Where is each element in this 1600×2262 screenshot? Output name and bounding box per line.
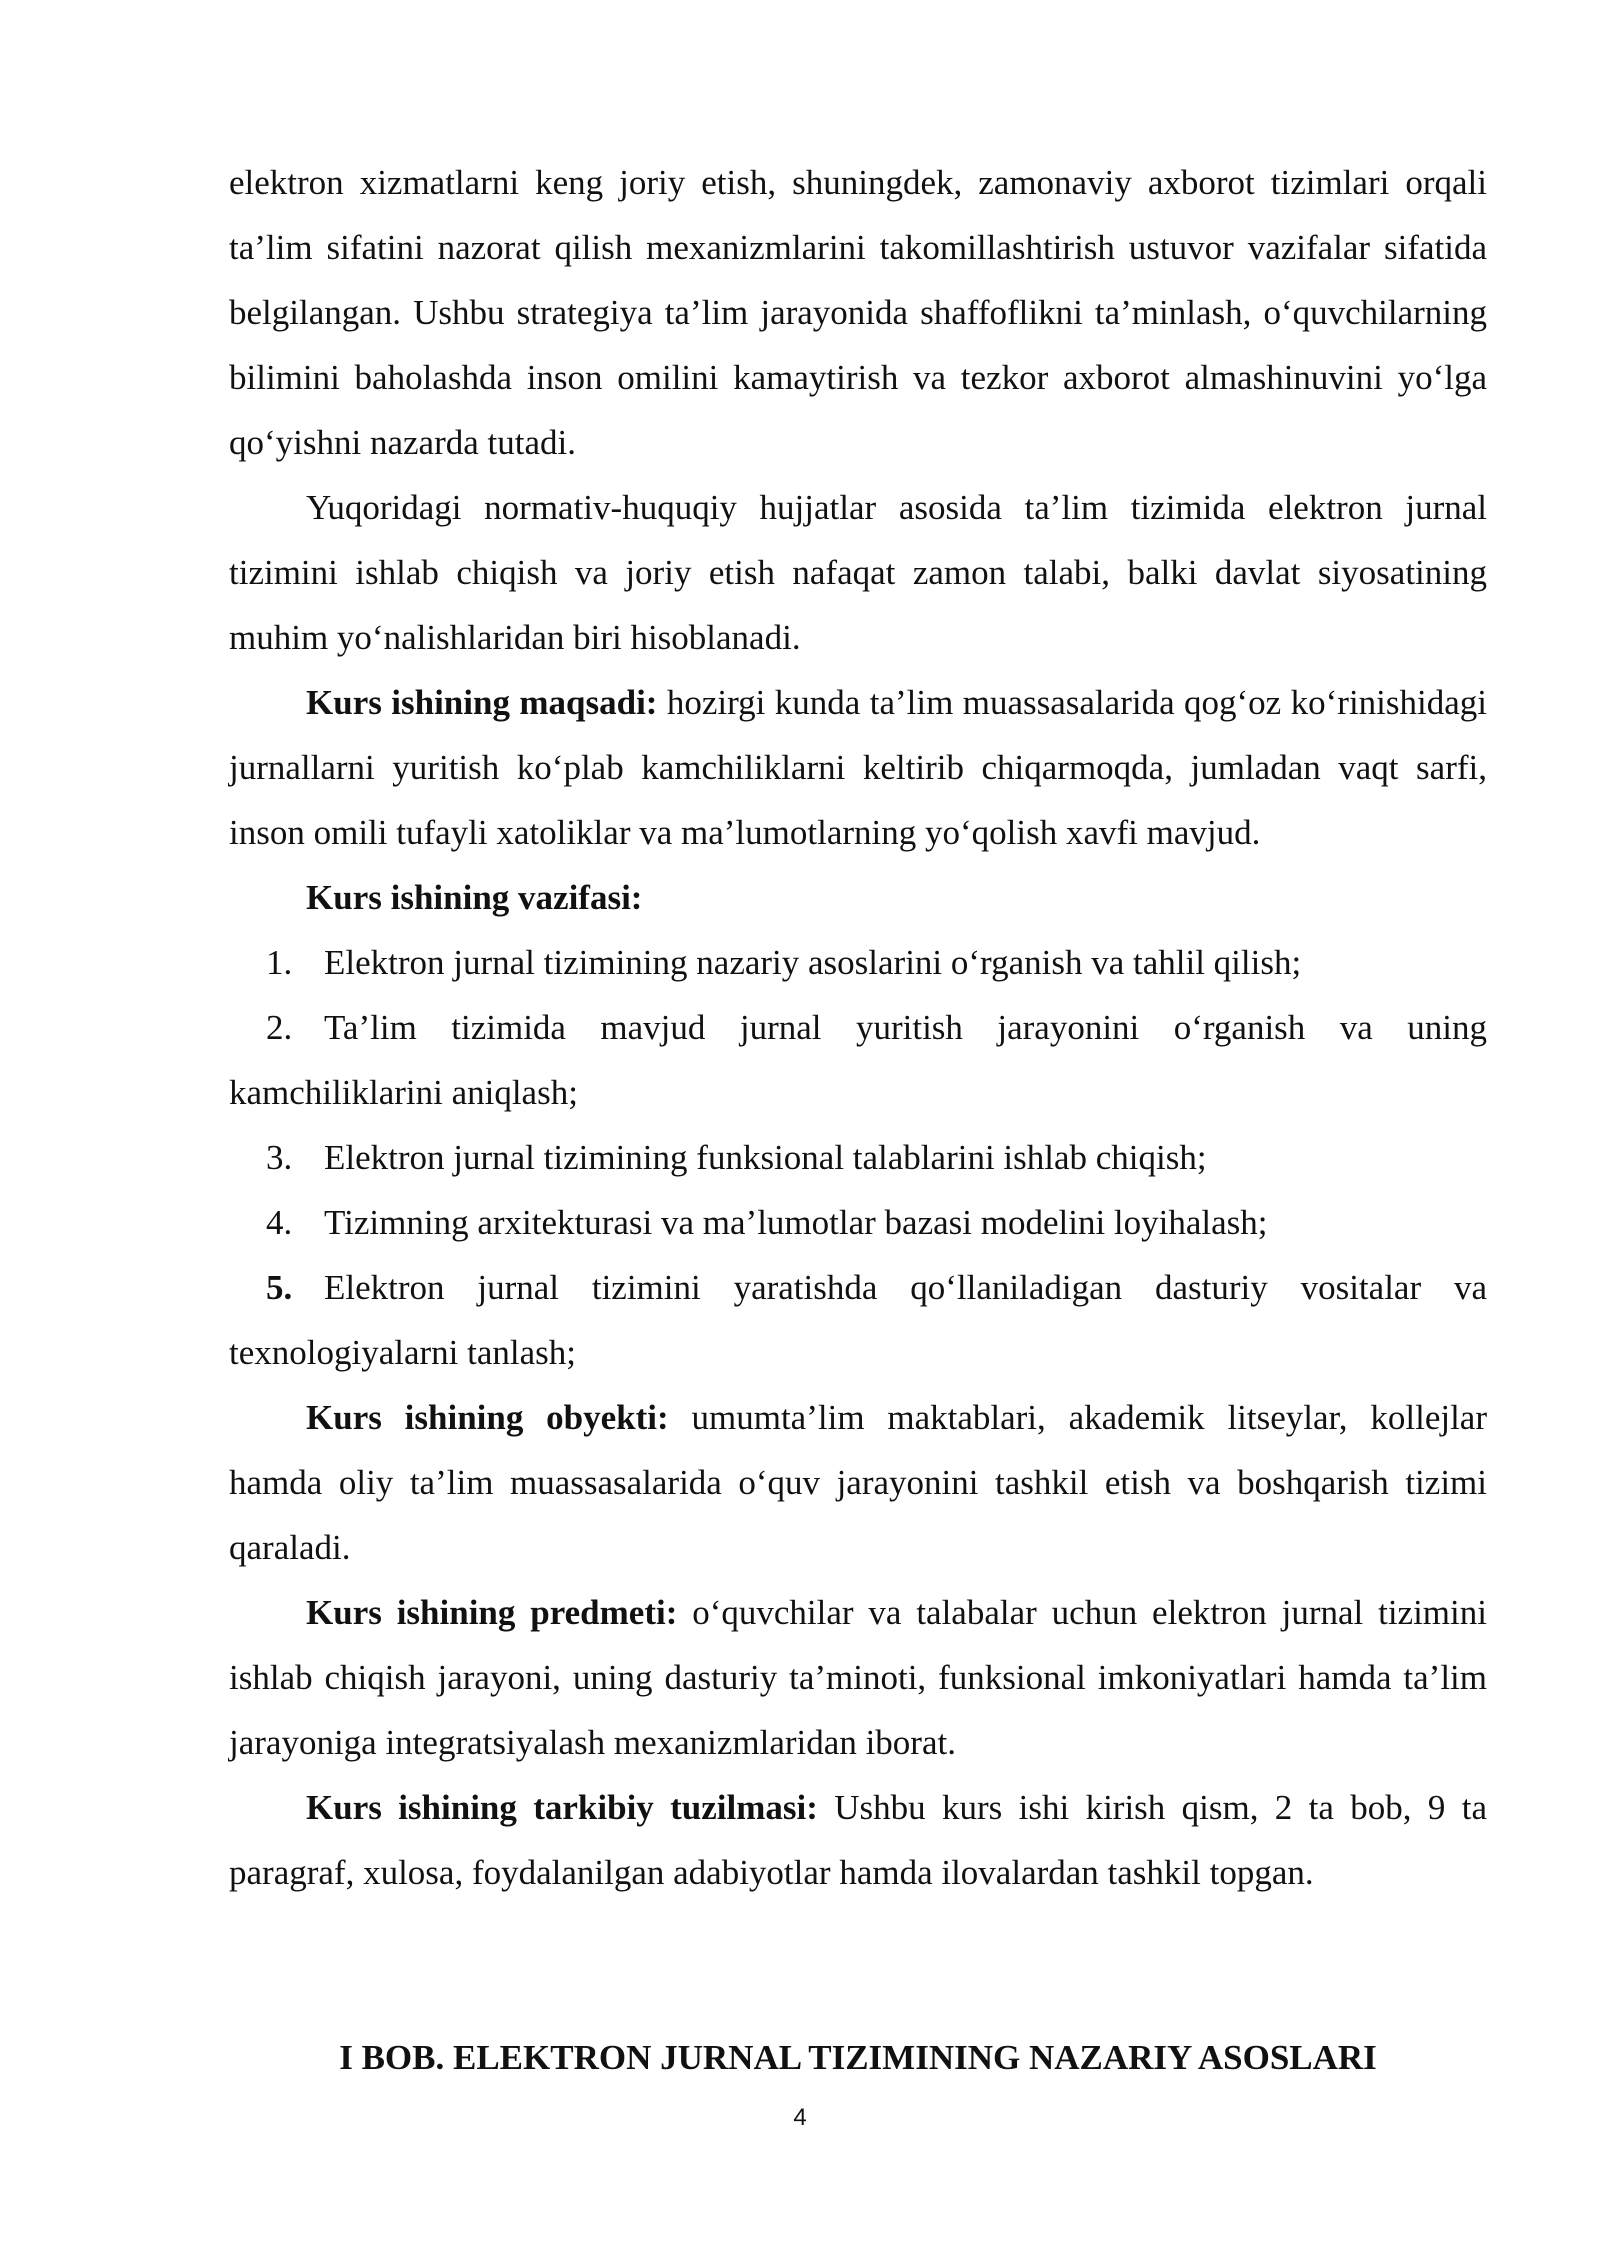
object-label: Kurs ishining obyekti:	[306, 1398, 669, 1437]
structure-text: Ushbu kurs ishi kirish qism, 2 ta bob, 9 ta paragraf, xulosa, foydalanilgan adabiyotlar hamda ilovalardan tashkil topgan.	[229, 1788, 1487, 1892]
task-number: 3.	[266, 1138, 293, 1177]
paragraph-normative: Yuqoridagi normativ-huquqiy hujjatlar asosida ta’lim tizimida elektron jurnal tizimini ishlab chiqish va joriy etish nafaqat zamon talabi, balki davlat siyosatining muhim yo‘nalishlaridan biri hisoblanadi.	[229, 488, 1487, 657]
paragraph-object	[229, 1385, 1487, 1580]
task-text: Elektron jurnal tizimining funksional talablarini ishlab chiqish;	[324, 1138, 1207, 1177]
page-number: 4	[793, 2104, 807, 2131]
task-text: Tizimning arxitekturasi va ma’lumotlar bazasi modelini loyihalash;	[324, 1203, 1268, 1242]
paragraph-structure	[229, 1775, 1487, 1905]
paragraph-goal	[229, 670, 1487, 865]
task-item-4	[229, 1190, 1487, 1255]
paragraph-subject	[229, 1580, 1487, 1775]
subject-text: o‘quvchilar va talabalar uchun elektron jurnal tizimini ishlab chiqish jarayoni, uning dasturiy ta’minoti, funksional imkoniyatlari hamda ta’lim jarayoniga integratsiyalash mexanizmlaridan iborat.	[229, 1593, 1487, 1762]
task-item-3	[229, 1125, 1487, 1190]
task-text: Elektron jurnal tizimini yaratishda qo‘llaniladigan dasturiy vositalar va texnologiyalarni tanlash;	[229, 1268, 1487, 1372]
task-item-2	[229, 995, 1487, 1125]
task-number: 5.	[266, 1268, 293, 1307]
tasks-heading: Kurs ishining vazifasi:	[306, 878, 643, 917]
paragraph-strategy: elektron xizmatlarni keng joriy etish, shuningdek, zamonaviy axborot tizimlari orqali ta’lim sifatini nazorat qilish mexanizmlarini takomillashtirish ustuvor vazifalar sifatida belgilangan. Ushbu strategiya ta’lim jarayonida shaffoflikni ta’minlash, o‘quvchilarning bilimini baholashda inson omilini kamaytirish va tezkor axborot almashinuvini yo‘lga qo‘yishni nazarda tutadi.	[229, 163, 1487, 462]
object-text: umumta’lim maktablari, akademik litseylar, kollejlar hamda oliy ta’lim muassasalarida o‘quv jarayonini tashkil etish va boshqarish tizimi qaraladi.	[229, 1398, 1487, 1567]
goal-text: hozirgi kunda ta’lim muassasalarida qog‘oz ko‘rinishidagi jurnallarni yuritish ko‘plab kamchiliklarni keltirib chiqarmoqda, jumladan vaqt sarfi, inson omili tufayli xatoliklar va ma’lumotlarning yo‘qolish xavfi mavjud.	[229, 683, 1487, 852]
task-number: 4.	[266, 1203, 293, 1242]
task-text: Elektron jurnal tizimining nazariy asoslarini o‘rganish va tahlil qilish;	[324, 943, 1302, 982]
chapter-heading: I BOB. ELEKTRON JURNAL TIZIMINING NAZARIY ASOSLARI	[339, 2038, 1377, 2077]
task-text: Ta’lim tizimida mavjud jurnal yuritish jarayonini o‘rganish va uning kamchiliklarini aniqlash;	[229, 1008, 1487, 1112]
task-item-5	[229, 1255, 1487, 1385]
subject-label: Kurs ishining predmeti:	[306, 1593, 678, 1632]
task-number: 2.	[266, 1008, 293, 1047]
goal-label: Kurs ishining maqsadi:	[306, 683, 658, 722]
body-text	[229, 150, 1487, 1905]
structure-label: Kurs ishining tarkibiy tuzilmasi:	[306, 1788, 818, 1827]
task-item-1	[229, 930, 1487, 995]
task-number: 1.	[266, 943, 293, 982]
